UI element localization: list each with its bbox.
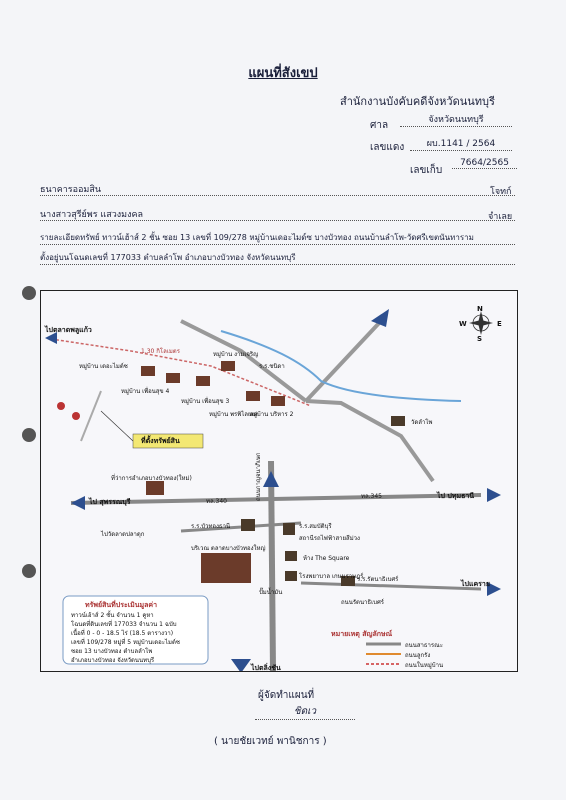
label-district-office: ที่ว่าการอำเภอบางบัวทอง(ใหม่)	[111, 475, 192, 482]
legend-item-2: ถนนลูกรัง	[405, 652, 431, 659]
label-gas: ปั๊มน้ำมัน	[259, 589, 283, 596]
label-village-1: หมู่บ้าน งามเจริญ	[213, 351, 259, 358]
defendant-name: นางสาวสุรีย์พร แสวงมงคล	[40, 210, 144, 220]
page-title: แผนที่สังเขป	[248, 66, 318, 81]
house-icon	[196, 376, 210, 386]
store-label: เลขเก็บ	[410, 165, 443, 176]
compass-s: S	[477, 335, 483, 343]
plaintiff-name: ธนาคารออมสิน	[40, 185, 101, 195]
label-market: บริเวณ ตลาดบางบัวทองใหญ่	[191, 545, 266, 552]
road-340-345	[71, 495, 481, 503]
main-road-north	[181, 321, 306, 401]
label-school-3: ร.ร.สมบัติบุรี	[299, 523, 332, 530]
house-icon	[141, 366, 155, 376]
punch-hole-icon	[22, 564, 36, 578]
compass-e: E	[497, 320, 502, 328]
label-road-340: ทล.340	[206, 498, 227, 505]
market-icon	[201, 553, 251, 583]
office-name: สำนักงานบังคับคดีจังหวัดนนทบุรี	[340, 95, 495, 108]
info-box-title: ทรัพย์สินที่ประเมินมูลค่า	[85, 601, 158, 609]
court-value: จังหวัดนนทบุรี	[400, 112, 512, 127]
label-village-2: หมู่บ้าน เพื่อนสุข 4	[121, 388, 170, 395]
label-village-mind: หมู่บ้าน เดอะไมด์ซ	[79, 363, 128, 370]
compass-icon	[469, 311, 493, 335]
compass-w: W	[459, 320, 467, 328]
compass-n: N	[477, 305, 483, 313]
legend-item-3: ถนนในหมู่บ้าน	[405, 662, 444, 669]
plaintiff-row	[40, 182, 515, 196]
store-value: 7664/2565	[452, 158, 517, 169]
arrow-east-icon	[487, 488, 501, 502]
case-label: เลขแดง	[370, 142, 405, 153]
label-to-market: ไปวัดลาดปลาดุก	[101, 531, 145, 538]
label-road-345: ทล.345	[361, 493, 382, 500]
label-school: ร.ร.ชนิดา	[259, 363, 285, 370]
label-to-phuang-kaeo: ไปตลาดพลูแก้ว	[45, 326, 92, 334]
house-icon	[246, 391, 260, 401]
signature: ชิดเว	[255, 704, 355, 720]
label-to-pathum: ไป ปทุมธานี	[437, 492, 475, 500]
court-label: ศาล	[370, 120, 389, 131]
road-left	[81, 391, 101, 441]
info-box-line-3: เนื้อที่ 0 - 0 - 18.5 ไร่ (18.5 ตารางวา)	[71, 630, 174, 637]
location-map	[40, 290, 518, 672]
kanchanaphisek-road	[271, 461, 273, 671]
info-box-line-5: ซอย 13 บางบัวทอง ตำบลลำโพ	[71, 648, 153, 655]
label-to-south: ไปตลิ่งชัน	[251, 664, 281, 672]
legend-item-1: ถนนสาธารณะ	[405, 642, 443, 649]
map-maker-label: ผู้จัดทำแผนที่	[258, 690, 315, 701]
label-road-ratana: ถนนรัตนาธิเบศร์	[341, 599, 384, 606]
arrow-north-icon	[263, 471, 279, 487]
hospital-icon	[285, 571, 297, 581]
case-value: ผบ.1141 / 2564	[410, 136, 512, 151]
house-icon	[271, 396, 285, 406]
label-temple: วัดลำโพ	[411, 419, 433, 426]
label-train: สถานีรถไฟฟ้าสายสีม่วง	[299, 535, 360, 542]
info-box-line-2: โฉนดที่ดินเลขที่ 177033 จำนวน 1 ฉบับ	[71, 621, 177, 628]
plaintiff-role: โจทก์	[490, 187, 512, 197]
arrow-north-icon	[371, 309, 389, 327]
label-to-nonthaburi: ไปแคราย	[461, 580, 490, 588]
punch-hole-icon	[22, 428, 36, 442]
label-village-5: หมู่บ้าน บริหาร 2	[249, 411, 294, 418]
house-icon	[221, 361, 235, 371]
label-distance: 1.30 กิโลเมตร	[141, 348, 180, 355]
info-box-line-1: ทาวน์เฮ้าส์ 2 ชั้น จำนวน 1 คูหา	[71, 612, 154, 619]
property-pin-icon	[72, 412, 80, 420]
school-icon	[241, 519, 255, 531]
label-main-road: ถนนกาญจนาภิเษก	[255, 452, 262, 501]
legend-title: หมายเหตุ สัญลักษณ์	[331, 630, 393, 638]
district-office-icon	[146, 481, 164, 495]
label-to-suphan: ไป สุพรรณบุรี	[89, 498, 131, 506]
property-line-2: ตั้งอยู่บนโฉนดเลขที่ 177033 ตำบลลำโพ อำเภอบางบัวทอง จังหวัดนนทบุรี	[40, 251, 515, 265]
defendant-role: จำเลย	[488, 212, 513, 222]
punch-hole-icon	[22, 286, 36, 300]
label-mall: ห้าง The Square	[303, 555, 350, 562]
arrow-west-icon	[71, 496, 85, 510]
label-hospital: โรงพยาบาล เกษมราษฎร์	[299, 573, 364, 580]
defendant-row	[40, 207, 515, 221]
label-school-2: ร.ร.บัวทองธานี	[191, 523, 231, 530]
info-box-line-4: เลขที่ 109/278 หมู่ที่ 5 หมู่บ้านเดอะไมด์ซ	[71, 639, 180, 646]
maker-name: ( นายชัยเวทย์ พานิชการ )	[214, 736, 327, 747]
temple-icon	[391, 416, 405, 426]
school-icon	[283, 523, 295, 535]
label-property: ที่ตั้งทรัพย์สิน	[141, 437, 180, 445]
label-village-4: หมู่บ้าน พรพิไลเลค	[209, 411, 258, 418]
road-east	[306, 401, 433, 481]
label-village-3: หมู่บ้าน เพื่อนสุข 3	[181, 398, 230, 405]
house-icon	[166, 373, 180, 383]
arrow-south-icon	[231, 659, 251, 671]
info-box-line-6: อำเภอบางบัวทอง จังหวัดนนทบุรี	[71, 657, 155, 664]
label-school-4: ร.ร.รัตนาธิเบศร์	[357, 576, 399, 583]
mall-icon	[285, 551, 297, 561]
property-pin-icon	[57, 402, 65, 410]
property-line-1: รายละเอียดทรัพย์ ทาวน์เฮ้าส์ 2 ชั้น ซอย 13 เลขที่ 109/278 หมู่บ้านเดอะไมด์ซ บางบัวทอง ถนนบ้านลำโพ-วัดศรีเขตนันทาราม	[40, 231, 515, 245]
